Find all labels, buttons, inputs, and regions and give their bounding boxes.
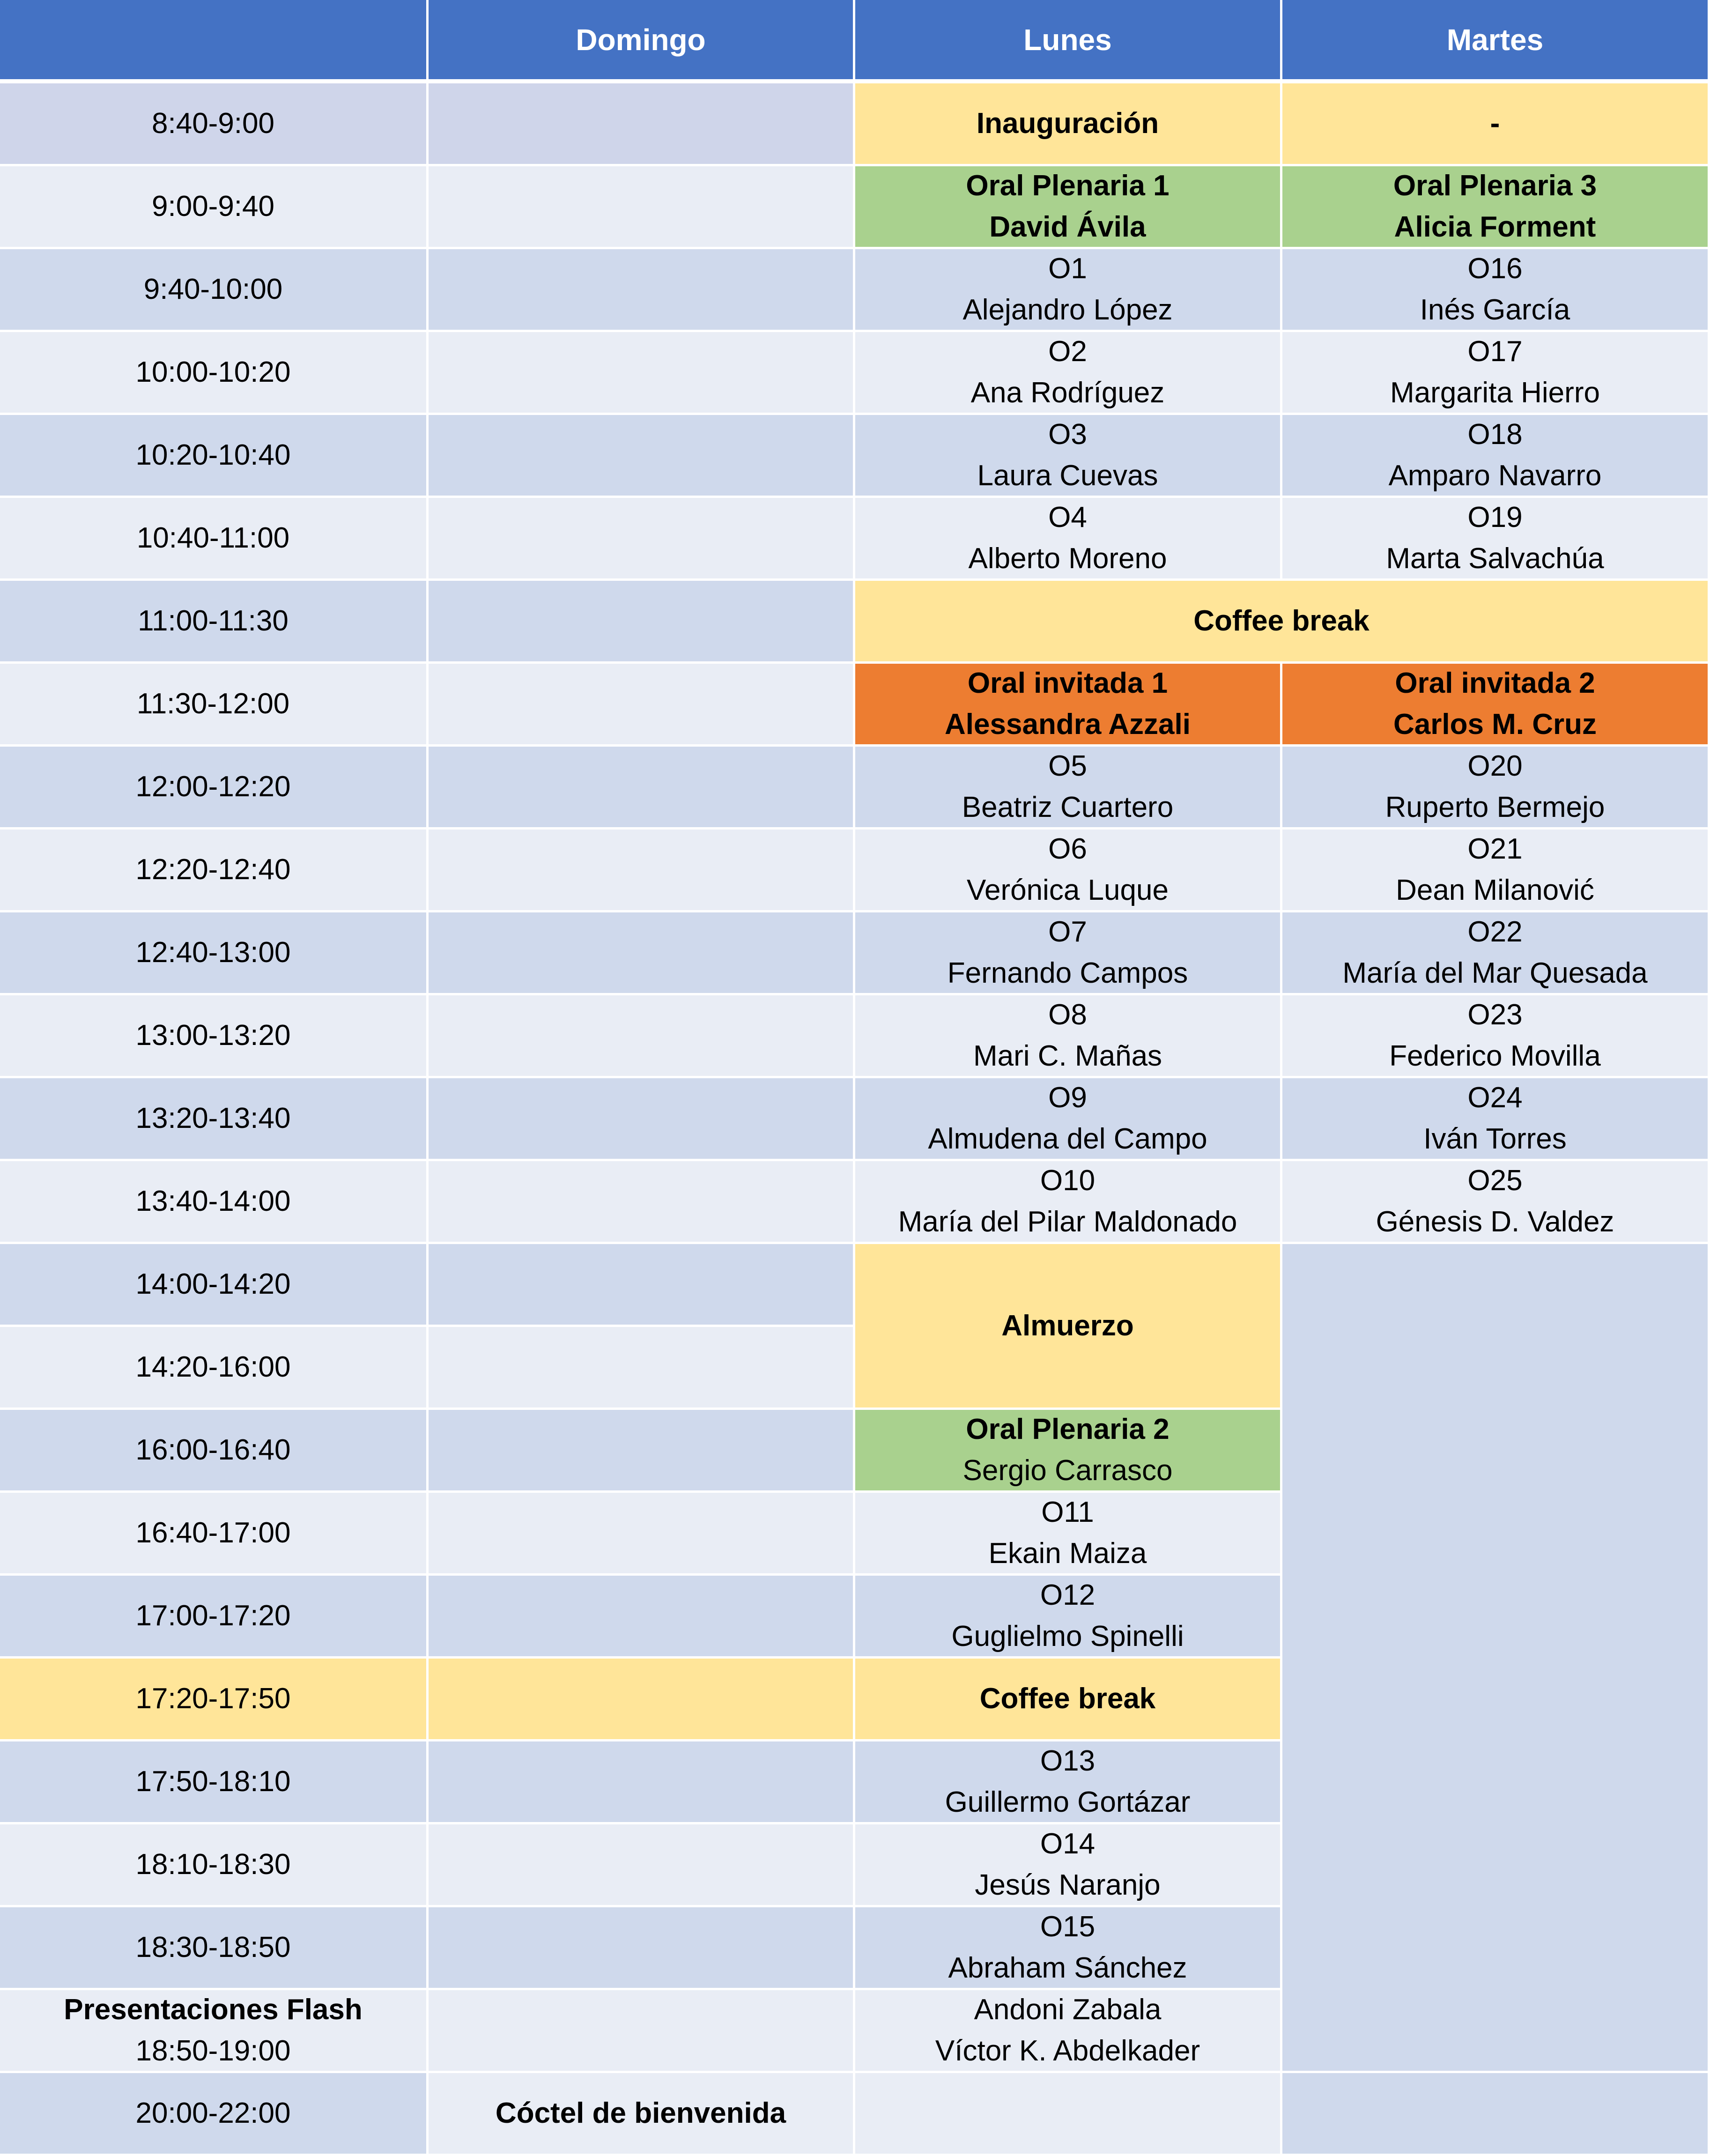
lunes-session-o13 <box>855 1741 1282 1824</box>
martes-session-o24-code: O24 <box>1467 1082 1523 1114</box>
header-lunes <box>855 0 1282 83</box>
lunes-plenaria-1-speaker: David Ávila <box>989 211 1146 243</box>
lunes-invitada-1 <box>855 664 1282 747</box>
martes-session-o24 <box>1282 1078 1710 1161</box>
time-cell-label: 13:20-13:40 <box>135 1102 291 1134</box>
lunes-session-o14-speaker: Jesús Naranjo <box>975 1869 1161 1901</box>
header-domingo-label: Domingo <box>576 22 706 57</box>
domingo-empty-cell <box>429 1493 855 1576</box>
time-cell-label: 16:40-17:00 <box>135 1517 291 1549</box>
time-cell <box>0 83 429 166</box>
time-cell <box>0 830 429 912</box>
lunes-session-o1-code: O1 <box>1048 252 1087 285</box>
time-cell-label: 12:00-12:20 <box>135 771 291 803</box>
martes-invitada-2-title: Oral invitada 2 <box>1395 667 1595 699</box>
martes-session-o25-speaker: Génesis D. Valdez <box>1376 1206 1614 1238</box>
lunes-session-o12-speaker: Guglielmo Spinelli <box>951 1620 1184 1652</box>
lunes-session-o2-code: O2 <box>1048 335 1087 368</box>
lunes-inauguracion-label: Inauguración <box>976 107 1159 140</box>
martes-session-o21-speaker: Dean Milanović <box>1396 874 1594 906</box>
martes-session-o23-code: O23 <box>1467 999 1523 1031</box>
time-cell <box>0 498 429 581</box>
martes-invitada-2-speaker: Carlos M. Cruz <box>1393 708 1597 741</box>
lunes-session-o10-speaker: María del Pilar Maldonado <box>898 1206 1237 1238</box>
time-cell-label: 16:00-16:40 <box>135 1434 291 1466</box>
header-time-cell <box>0 0 429 83</box>
lunes-session-o3 <box>855 415 1282 498</box>
time-cell <box>0 1244 429 1327</box>
domingo-empty-cell <box>429 1576 855 1659</box>
lunes-session-o7 <box>855 912 1282 995</box>
time-cell-label: 12:20-12:40 <box>135 853 291 886</box>
time-cell-label: 17:20-17:50 <box>135 1682 291 1715</box>
martes-session-o17-speaker: Margarita Hierro <box>1390 377 1600 409</box>
lunes-coffee-break-afternoon <box>855 1659 1282 1741</box>
martes-afternoon-empty <box>1282 1244 1710 2073</box>
time-cell-label: 9:40-10:00 <box>143 273 283 305</box>
martes-session-o21-code: O21 <box>1467 833 1523 865</box>
lunes-session-o14-code: O14 <box>1040 1828 1096 1860</box>
martes-session-o20 <box>1282 747 1710 830</box>
martes-plenaria-3 <box>1282 166 1710 249</box>
coffee-break-morning <box>855 581 1710 664</box>
lunes-plenaria-1-title: Oral Plenaria 1 <box>966 170 1170 202</box>
flash-speaker-1: Andoni Zabala <box>974 1993 1162 2026</box>
lunes-session-o6-code: O6 <box>1048 833 1087 865</box>
martes-session-o18-code: O18 <box>1467 418 1523 451</box>
lunes-session-o9-code: O9 <box>1048 1082 1087 1114</box>
time-cell-label: 18:50-19:00 <box>135 2035 291 2067</box>
martes-plenaria-3-speaker: Alicia Forment <box>1394 211 1596 243</box>
time-cell <box>0 249 429 332</box>
lunes-session-o13-code: O13 <box>1040 1745 1096 1777</box>
martes-empty-evening <box>1282 2073 1710 2156</box>
time-cell-label: 13:40-14:00 <box>135 1185 291 1217</box>
coffee-break-morning-label: Coffee break <box>1193 605 1369 637</box>
time-cell-label: 17:00-17:20 <box>135 1600 291 1632</box>
lunes-session-o8-speaker: Mari C. Mañas <box>973 1040 1162 1072</box>
domingo-empty-cell <box>429 1327 855 1410</box>
time-cell-label: 10:40-11:00 <box>136 522 290 554</box>
lunes-session-o9-speaker: Almudena del Campo <box>928 1123 1207 1155</box>
martes-session-o17-code: O17 <box>1467 335 1523 368</box>
time-cell <box>0 415 429 498</box>
lunes-session-o11-code: O11 <box>1041 1496 1094 1528</box>
martes-session-o23-speaker: Federico Movilla <box>1389 1040 1601 1072</box>
domingo-empty-cell <box>429 498 855 581</box>
martes-session-o21 <box>1282 830 1710 912</box>
time-cell <box>0 1493 429 1576</box>
martes-session-o18 <box>1282 415 1710 498</box>
time-cell-label: 14:00-14:20 <box>135 1268 291 1300</box>
martes-session-o22 <box>1282 912 1710 995</box>
lunes-session-o1-speaker: Alejandro López <box>962 294 1173 326</box>
lunes-session-o12-code: O12 <box>1040 1579 1096 1611</box>
lunes-session-o13-speaker: Guillermo Gortázar <box>945 1786 1191 1818</box>
martes-session-o19-speaker: Marta Salvachúa <box>1386 542 1604 575</box>
lunes-session-o6-speaker: Verónica Luque <box>967 874 1169 906</box>
lunes-session-o11-speaker: Ekain Maiza <box>988 1537 1147 1570</box>
time-cell <box>0 1741 429 1824</box>
domingo-empty-cell <box>429 1244 855 1327</box>
time-cell <box>0 1161 429 1244</box>
lunes-session-o3-code: O3 <box>1048 418 1087 451</box>
lunes-empty-evening <box>855 2073 1282 2156</box>
lunes-session-o8 <box>855 995 1282 1078</box>
time-cell-label: 8:40-9:00 <box>152 107 274 140</box>
time-cell <box>0 166 429 249</box>
domingo-empty-cell <box>429 664 855 747</box>
time-cell-label: 12:40-13:00 <box>135 936 291 969</box>
time-cell <box>0 664 429 747</box>
martes-plenaria-3-title: Oral Plenaria 3 <box>1393 170 1597 202</box>
flash-speaker-2: Víctor K. Abdelkader <box>935 2035 1200 2067</box>
martes-session-o25-code: O25 <box>1467 1164 1523 1197</box>
domingo-empty-cell <box>429 83 855 166</box>
time-cell-label: 10:00-10:20 <box>135 356 291 388</box>
domingo-empty-cell <box>429 747 855 830</box>
time-cell <box>0 332 429 415</box>
lunes-almuerzo-label: Almuerzo <box>1001 1309 1134 1342</box>
time-cell-label: 10:20-10:40 <box>135 439 291 471</box>
time-cell-label: 17:50-18:10 <box>135 1765 291 1798</box>
domingo-empty-cell <box>429 1078 855 1161</box>
lunes-session-o14 <box>855 1824 1282 1907</box>
domingo-empty-cell <box>429 1907 855 1990</box>
domingo-empty-cell <box>429 1410 855 1493</box>
domingo-empty-cell <box>429 995 855 1078</box>
time-cell <box>0 581 429 664</box>
martes-session-o24-speaker: Iván Torres <box>1423 1123 1567 1155</box>
domingo-empty-cell <box>429 830 855 912</box>
martes-session-o19-code: O19 <box>1467 501 1523 533</box>
martes-session-o20-speaker: Ruperto Bermejo <box>1385 791 1605 823</box>
time-cell <box>0 2073 429 2156</box>
lunes-presentaciones-flash <box>855 1990 1282 2073</box>
domingo-empty-cell <box>429 1659 855 1741</box>
lunes-session-o2-speaker: Ana Rodríguez <box>970 377 1165 409</box>
lunes-coffee-break-afternoon-label: Coffee break <box>979 1682 1156 1715</box>
time-cell <box>0 995 429 1078</box>
lunes-session-o6 <box>855 830 1282 912</box>
time-cell <box>0 1824 429 1907</box>
martes-session-o22-code: O22 <box>1467 916 1523 948</box>
lunes-session-o3-speaker: Laura Cuevas <box>977 459 1158 492</box>
lunes-session-o10 <box>855 1161 1282 1244</box>
lunes-session-o5-speaker: Beatriz Cuartero <box>962 791 1174 823</box>
time-cell <box>0 1576 429 1659</box>
lunes-session-o11 <box>855 1493 1282 1576</box>
lunes-invitada-1-title: Oral invitada 1 <box>967 667 1168 699</box>
martes-session-o18-speaker: Amparo Navarro <box>1388 459 1602 492</box>
lunes-session-o9 <box>855 1078 1282 1161</box>
header-martes-label: Martes <box>1446 22 1544 57</box>
domingo-empty-cell <box>429 415 855 498</box>
lunes-session-o4-code: O4 <box>1048 501 1087 533</box>
lunes-session-o7-speaker: Fernando Campos <box>947 957 1188 989</box>
time-cell-label: 11:00-11:30 <box>138 605 289 637</box>
lunes-plenaria-1 <box>855 166 1282 249</box>
time-cell-label: 9:00-9:40 <box>152 190 274 222</box>
martes-session-o19 <box>1282 498 1710 581</box>
domingo-empty-cell <box>429 332 855 415</box>
time-cell-label: 18:10-18:30 <box>135 1848 291 1881</box>
martes-session-o16-code: O16 <box>1467 252 1523 285</box>
time-cell-title: Presentaciones Flash <box>64 1993 363 2026</box>
time-cell <box>0 1907 429 1990</box>
lunes-session-o10-code: O10 <box>1040 1164 1096 1197</box>
lunes-plenaria-2-speaker: Sergio Carrasco <box>962 1454 1173 1487</box>
martes-empty-dash-label: - <box>1490 107 1500 140</box>
time-cell <box>0 1990 429 2073</box>
martes-session-o16-speaker: Inés García <box>1420 294 1570 326</box>
martes-session-o17 <box>1282 332 1710 415</box>
time-cell-label: 11:30-12:00 <box>136 688 290 720</box>
martes-invitada-2 <box>1282 664 1710 747</box>
time-cell <box>0 1078 429 1161</box>
lunes-session-o15 <box>855 1907 1282 1990</box>
lunes-session-o5 <box>855 747 1282 830</box>
coctel-label: Cóctel de bienvenida <box>495 2097 786 2129</box>
martes-empty-dash <box>1282 83 1710 166</box>
header-lunes-label: Lunes <box>1023 22 1112 57</box>
lunes-plenaria-2 <box>855 1410 1282 1493</box>
lunes-session-o4-speaker: Alberto Moreno <box>968 542 1167 575</box>
martes-session-o22-speaker: María del Mar Quesada <box>1342 957 1648 989</box>
martes-session-o23 <box>1282 995 1710 1078</box>
lunes-inauguracion <box>855 83 1282 166</box>
time-cell-label: 14:20-16:00 <box>135 1351 291 1383</box>
lunes-session-o8-code: O8 <box>1048 999 1087 1031</box>
time-cell <box>0 747 429 830</box>
time-cell-label: 18:30-18:50 <box>135 1931 291 1963</box>
lunes-session-o15-code: O15 <box>1040 1911 1096 1943</box>
lunes-session-o1 <box>855 249 1282 332</box>
time-cell <box>0 912 429 995</box>
time-cell <box>0 1327 429 1410</box>
domingo-empty-cell <box>429 1161 855 1244</box>
domingo-empty-cell <box>429 1824 855 1907</box>
domingo-empty-cell <box>429 1990 855 2073</box>
lunes-invitada-1-speaker: Alessandra Azzali <box>945 708 1191 741</box>
domingo-empty-cell <box>429 1741 855 1824</box>
lunes-session-o4 <box>855 498 1282 581</box>
time-cell-label: 20:00-22:00 <box>135 2097 291 2129</box>
header-domingo <box>429 0 855 83</box>
lunes-session-o2 <box>855 332 1282 415</box>
domingo-empty-cell <box>429 912 855 995</box>
time-cell <box>0 1410 429 1493</box>
lunes-session-o15-speaker: Abraham Sánchez <box>948 1952 1187 1984</box>
martes-session-o20-code: O20 <box>1467 750 1523 782</box>
lunes-session-o7-code: O7 <box>1048 916 1087 948</box>
lunes-almuerzo <box>855 1244 1282 1410</box>
domingo-empty-cell <box>429 249 855 332</box>
time-cell-label: 13:00-13:20 <box>135 1019 291 1052</box>
domingo-empty-cell <box>429 166 855 249</box>
martes-session-o25 <box>1282 1161 1710 1244</box>
domingo-empty-cell <box>429 581 855 664</box>
lunes-session-o12 <box>855 1576 1282 1659</box>
lunes-plenaria-2-title: Oral Plenaria 2 <box>966 1413 1170 1445</box>
domingo-coctel <box>429 2073 855 2156</box>
header-martes <box>1282 0 1710 83</box>
lunes-session-o5-code: O5 <box>1048 750 1087 782</box>
time-cell <box>0 1659 429 1741</box>
martes-session-o16 <box>1282 249 1710 332</box>
